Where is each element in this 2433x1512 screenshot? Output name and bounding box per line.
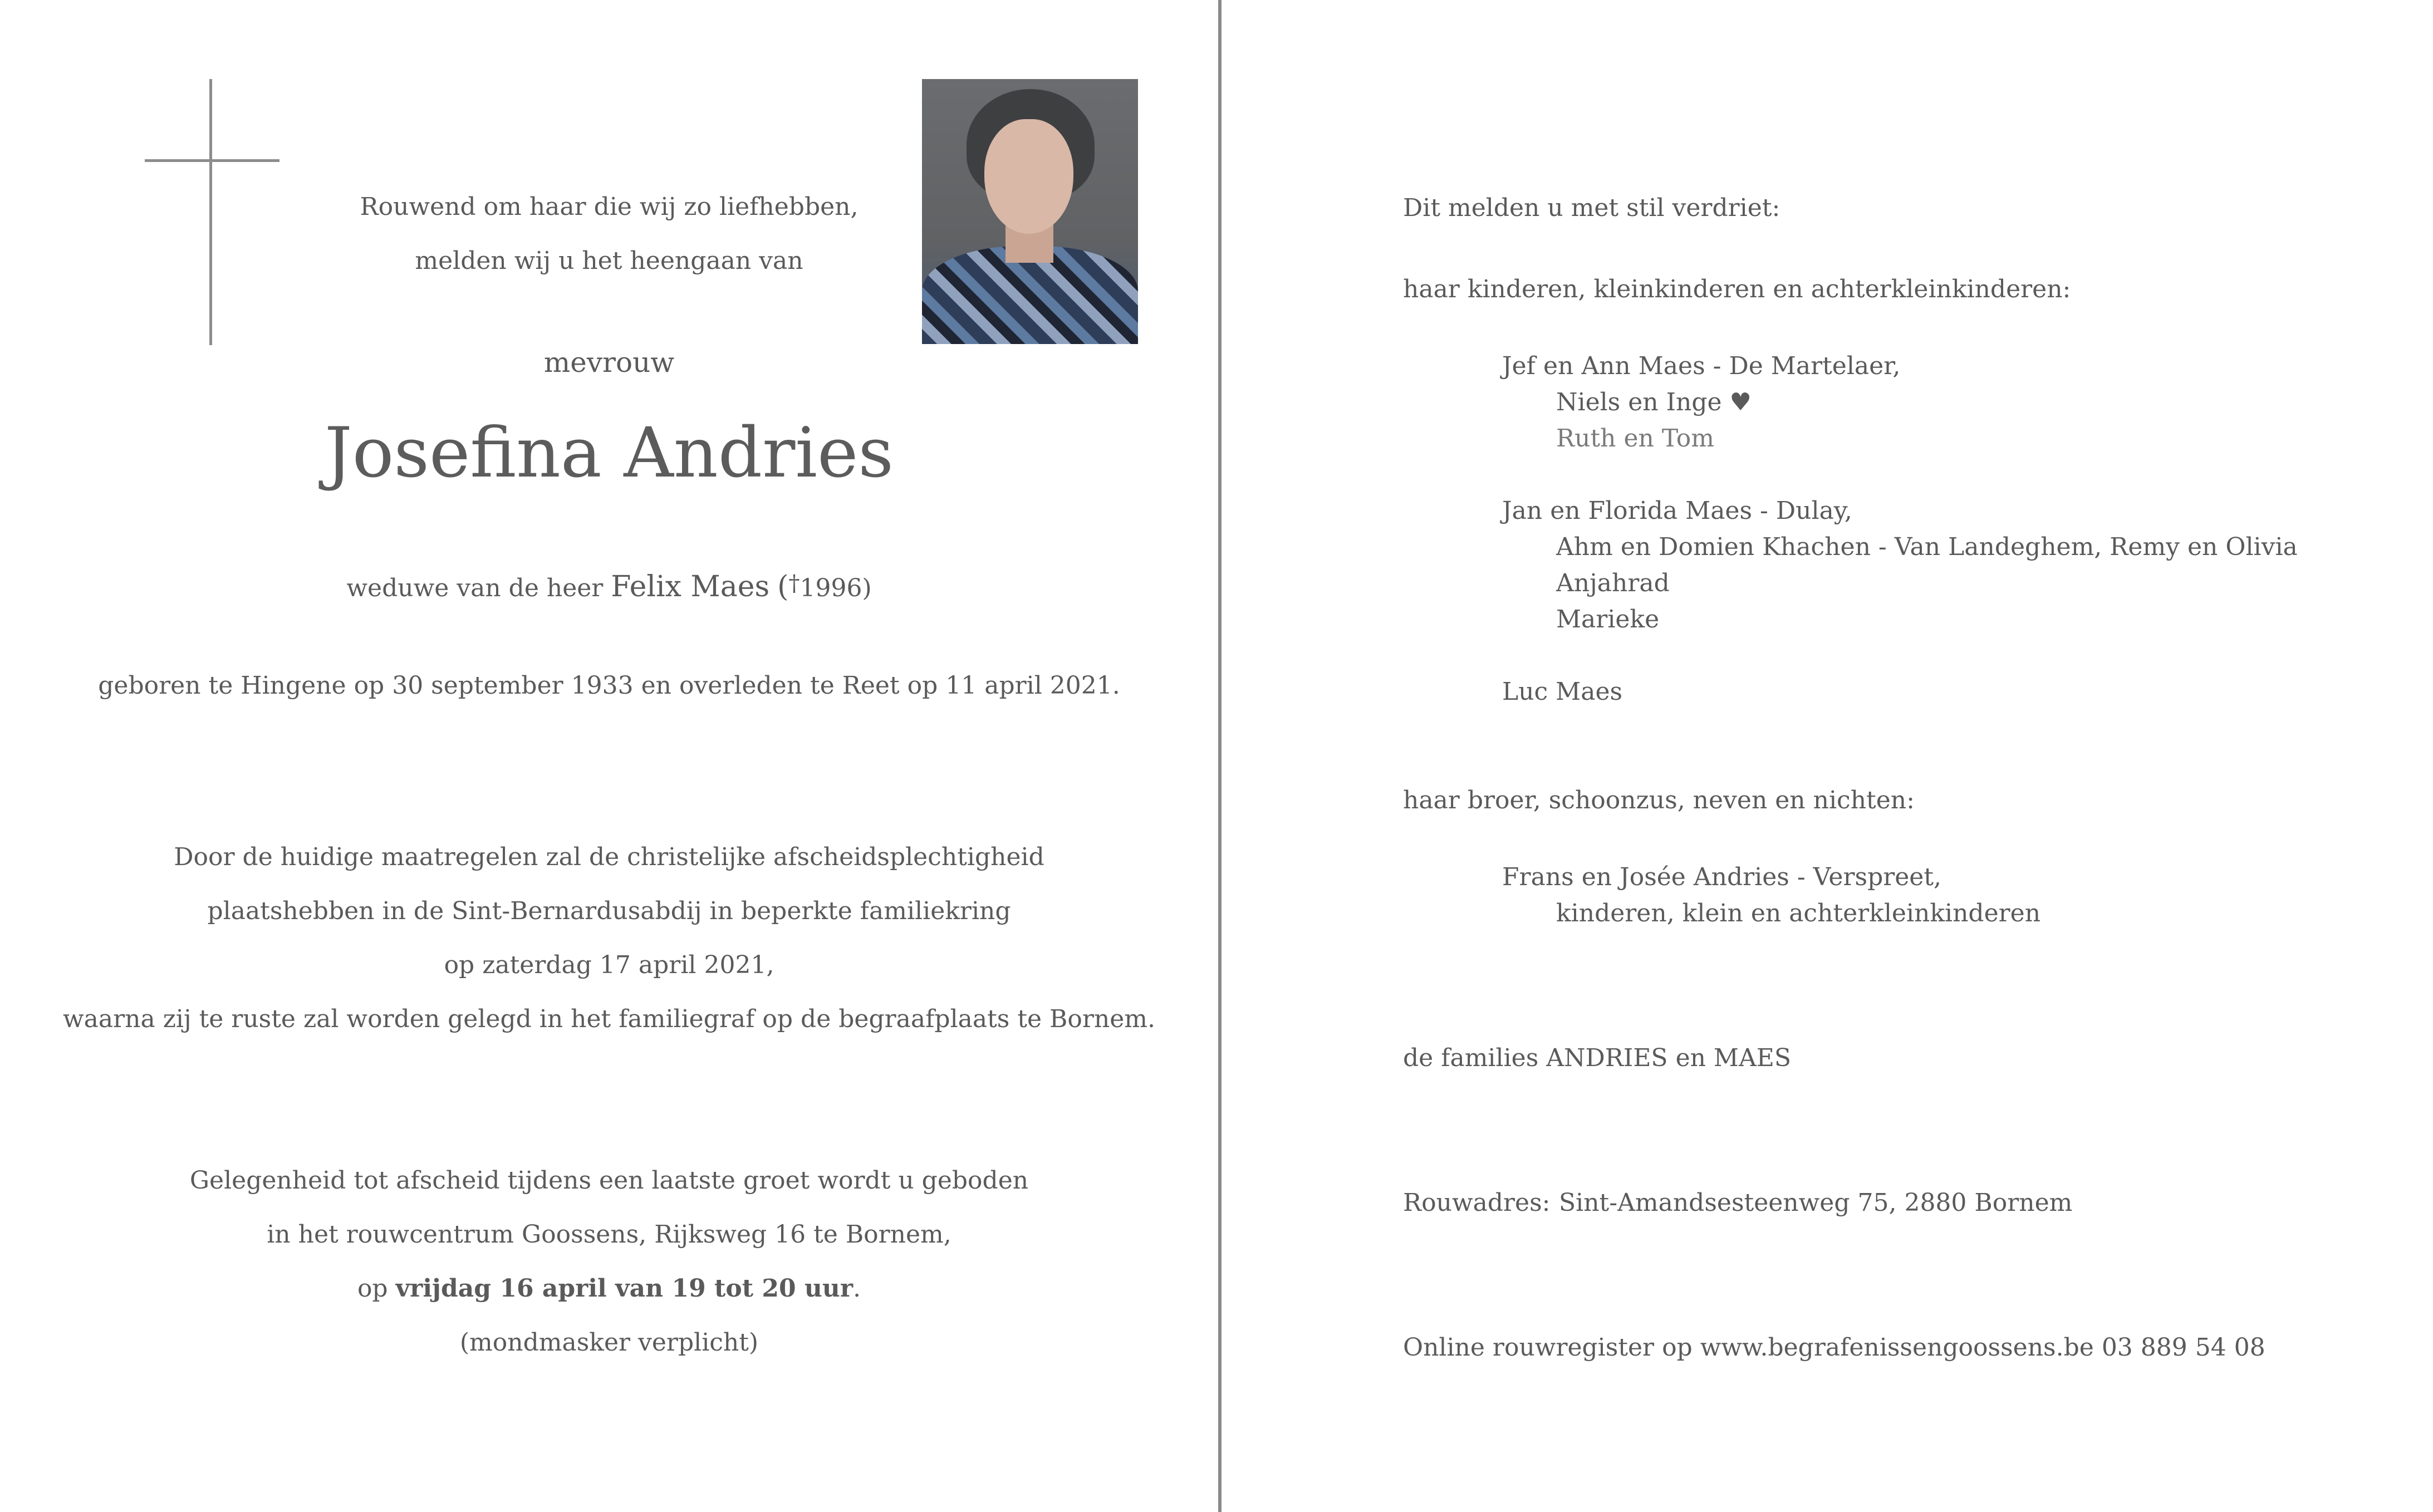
widow-prefix: weduwe van de heer <box>346 574 604 602</box>
page-divider <box>1218 0 1222 1512</box>
cross-icon-bar <box>145 159 279 162</box>
family-2-member-1: Ahm en Domien Khachen - Van Landeghem, Remy en Olivia <box>1556 533 2298 561</box>
family-2-member-3: Marieke <box>1556 605 1660 634</box>
farewell-op: op <box>357 1274 396 1303</box>
ceremony-line-4: waarna zij te ruste zal worden gelegd in het familiegraf op de begraafplaats te Bornem. <box>62 1005 1156 1033</box>
ceremony-line-3: op zaterdag 17 april 2021, <box>444 951 774 979</box>
family-2-head: Jan en Florida Maes - Dulay, <box>1502 497 1852 525</box>
farewell-dot: . <box>853 1274 861 1303</box>
family-2-member-2: Anjahrad <box>1556 569 1670 597</box>
announce-line: Dit melden u met stil verdriet: <box>1403 194 1780 222</box>
online-register: Online rouwregister op www.begrafenissengoossens.be 03 889 54 08 <box>1403 1333 2265 1362</box>
birth-death-line: geboren te Hingene op 30 september 1933 en overleden te Reet op 11 april 2021. <box>98 671 1120 700</box>
farewell-line-2: in het rouwcentrum Goossens, Rijksweg 16 te Bornem, <box>267 1220 951 1249</box>
family-3-head: Luc Maes <box>1502 678 1623 706</box>
husband-paren: ( <box>777 570 789 603</box>
ceremony-line-2: plaatshebben in de Sint-Bernardusabdij in beperkte familiekring <box>207 897 1011 925</box>
intro-line-2: melden wij u het heengaan van <box>415 247 803 275</box>
cross-glyph-icon: † <box>788 571 800 596</box>
families-line: de families ANDRIES en MAES <box>1403 1044 1792 1072</box>
husband-name: Felix Maes <box>611 570 770 603</box>
ceremony-line-1: Door de huidige maatregelen zal de christelijke afscheidsplechtigheid <box>174 843 1044 871</box>
sibling-members: kinderen, klein en achterkleinkinderen <box>1556 899 2041 927</box>
family-1-member-2: Ruth en Tom <box>1556 424 1714 453</box>
farewell-datetime: vrijdag 16 april van 19 tot 20 uur <box>395 1274 853 1303</box>
family-1-member-1: Niels en Inge ♥ <box>1556 388 1752 416</box>
family-1-head: Jef en Ann Maes - De Martelaer, <box>1502 352 1901 380</box>
honorific: mevrouw <box>543 346 675 379</box>
sibling-head: Frans en Josée Andries - Verspreet, <box>1502 863 1942 891</box>
children-header: haar kinderen, kleinkinderen en achterkleinkinderen: <box>1403 275 2071 303</box>
deceased-name: Josefina Andries <box>324 413 894 493</box>
address-value: Sint-Amandsesteenweg 75, 2880 Bornem <box>1559 1189 2073 1217</box>
address-label: Rouwadres: <box>1403 1189 1551 1217</box>
farewell-line-3 <box>0 1274 1218 1303</box>
intro-line-1: Rouwend om haar die wij zo liefhebben, <box>360 193 859 221</box>
farewell-line-1: Gelegenheid tot afscheid tijdens een laatste groet wordt u geboden <box>189 1166 1029 1195</box>
farewell-mask-note: (mondmasker verplicht) <box>459 1328 759 1357</box>
husband-year: 1996) <box>799 574 872 602</box>
siblings-header: haar broer, schoonzus, neven en nichten: <box>1403 786 1915 814</box>
widow-line <box>0 570 1218 603</box>
